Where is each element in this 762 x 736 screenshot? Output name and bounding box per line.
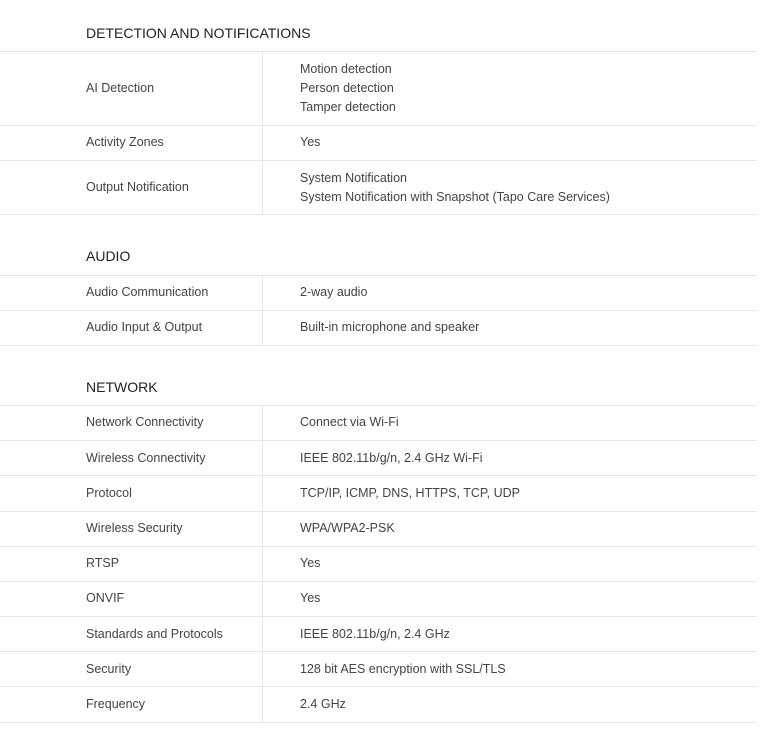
row-divider — [0, 475, 757, 476]
spec-label-activity-zones: Activity Zones — [86, 135, 164, 149]
spec-value-security: 128 bit AES encryption with SSL/TLS — [300, 662, 506, 676]
spec-value-onvif: Yes — [300, 591, 321, 605]
divider — [0, 275, 757, 276]
row-divider — [0, 651, 757, 652]
spec-value-line: System Notification with Snapshot (Tapo Care Services) — [300, 190, 610, 204]
divider — [0, 405, 757, 406]
column-divider — [262, 52, 263, 214]
divider — [0, 51, 757, 52]
spec-label-standards-protocols: Standards and Protocols — [86, 627, 223, 641]
spec-label-frequency: Frequency — [86, 697, 146, 711]
section-title-audio: AUDIO — [86, 248, 131, 264]
spec-label-ai-detection: AI Detection — [86, 81, 155, 95]
spec-value-line: System Notification — [300, 171, 407, 185]
spec-label-wireless-connectivity: Wireless Connectivity — [86, 451, 206, 465]
spec-value-output-notification — [300, 169, 610, 207]
spec-value-wireless-connectivity: IEEE 802.11b/g/n, 2.4 GHz Wi-Fi — [300, 451, 483, 465]
spec-value-wireless-security: WPA/WPA2-PSK — [300, 521, 395, 535]
spec-label-rtsp: RTSP — [86, 556, 120, 570]
spec-label-audio-communication: Audio Communication — [86, 285, 209, 299]
spec-value-line: Motion detection — [300, 62, 392, 76]
spec-value-network-connectivity: Connect via Wi-Fi — [300, 415, 399, 429]
row-divider — [0, 546, 757, 547]
spec-value-audio-communication: 2-way audio — [300, 285, 368, 299]
section-title-network: NETWORK — [86, 379, 158, 395]
spec-value-line: Person detection — [300, 81, 394, 95]
row-divider — [0, 125, 757, 126]
spec-value-audio-io: Built-in microphone and speaker — [300, 320, 480, 334]
spec-value-rtsp: Yes — [300, 556, 321, 570]
row-divider — [0, 345, 757, 346]
spec-value-protocol: TCP/IP, ICMP, DNS, HTTPS, TCP, UDP — [300, 486, 520, 500]
spec-value-ai-detection — [300, 60, 396, 117]
row-divider — [0, 722, 757, 723]
spec-label-onvif: ONVIF — [86, 591, 125, 605]
section-title-detection: DETECTION AND NOTIFICATIONS — [86, 25, 311, 41]
row-divider — [0, 511, 757, 512]
spec-value-line: Tamper detection — [300, 100, 396, 114]
spec-label-output-notification: Output Notification — [86, 180, 189, 194]
spec-value-activity-zones: Yes — [300, 135, 321, 149]
spec-label-wireless-security: Wireless Security — [86, 521, 183, 535]
spec-value-frequency: 2.4 GHz — [300, 697, 346, 711]
row-divider — [0, 310, 757, 311]
spec-value-standards-protocols: IEEE 802.11b/g/n, 2.4 GHz — [300, 627, 450, 641]
spec-label-network-connectivity: Network Connectivity — [86, 415, 204, 429]
row-divider — [0, 581, 757, 582]
row-divider — [0, 686, 757, 687]
row-divider — [0, 440, 757, 441]
spec-label-security: Security — [86, 662, 132, 676]
row-divider — [0, 616, 757, 617]
spec-label-audio-io: Audio Input & Output — [86, 320, 203, 334]
column-divider — [262, 406, 263, 722]
row-divider — [0, 160, 757, 161]
row-divider — [0, 214, 757, 215]
spec-label-protocol: Protocol — [86, 486, 132, 500]
